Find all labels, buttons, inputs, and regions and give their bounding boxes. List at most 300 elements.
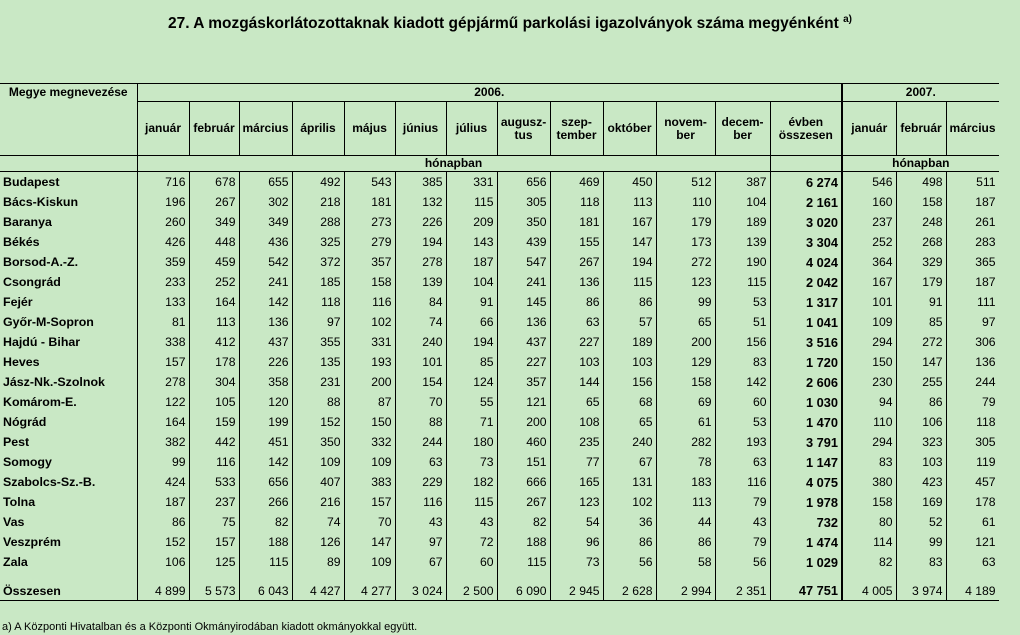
cell-2006: 187 xyxy=(446,252,497,272)
cell-2006: 200 xyxy=(344,372,395,392)
cell-2006: 181 xyxy=(344,192,395,212)
cell-2006: 150 xyxy=(344,412,395,432)
cell-2006: 450 xyxy=(603,172,656,193)
cell-2006: 451 xyxy=(239,432,292,452)
cell-2007: 305 xyxy=(975,435,996,449)
month-header-2006: október xyxy=(603,102,656,156)
cell-2006: 182 xyxy=(446,472,497,492)
cell-2007: 61 xyxy=(982,515,996,529)
cell-year-total: 732 xyxy=(770,512,842,532)
cell-2006: 189 xyxy=(715,212,770,232)
cell-2007: 323 xyxy=(896,432,946,452)
cell-2006: 102 xyxy=(344,312,395,332)
county-name: Veszprém xyxy=(0,532,137,552)
cell-2006: 159 xyxy=(189,412,239,432)
month-header-2006: február xyxy=(189,102,239,156)
county-name: Zala xyxy=(0,552,137,572)
cell-2006: 113 xyxy=(189,312,239,332)
cell-2006: 512 xyxy=(656,172,715,193)
cell-2006: 87 xyxy=(344,392,395,412)
cell-year-total: 1 470 xyxy=(770,412,842,432)
table-row xyxy=(0,412,999,432)
cell-2006: 492 xyxy=(292,172,344,193)
cell-2006: 183 xyxy=(656,472,715,492)
year-2006-header: 2006. xyxy=(137,84,842,102)
cell-2006: 74 xyxy=(292,512,344,532)
cell-2006: 109 xyxy=(344,552,395,572)
cell-2006: 60 xyxy=(446,552,497,572)
cell-2007: 546 xyxy=(842,172,896,193)
total-row xyxy=(0,581,999,601)
cell-2006: 412 xyxy=(189,332,239,352)
cell-2006: 350 xyxy=(497,212,550,232)
cell-2006: 158 xyxy=(344,272,395,292)
cell-2006: 105 xyxy=(189,392,239,412)
cell-2007: 114 xyxy=(842,532,896,552)
cell-2006: 196 xyxy=(137,192,189,212)
cell-2006: 116 xyxy=(715,472,770,492)
cell-2006: 385 xyxy=(395,172,446,193)
county-name: Somogy xyxy=(0,452,137,472)
cell-2007: 187 xyxy=(975,195,996,209)
cell-2006: 118 xyxy=(292,292,344,312)
footnote: a) A Központi Hivatalban és a Központi Okmányirodában kiadott okmányokkal együtt. xyxy=(2,621,418,633)
table-row xyxy=(0,312,999,332)
cell-2006: 332 xyxy=(344,432,395,452)
cell-2007: 101 xyxy=(842,292,896,312)
month-header-2006: június xyxy=(395,102,446,156)
cell-2006: 91 xyxy=(446,292,497,312)
cell-2006: 101 xyxy=(395,352,446,372)
cell-2006: 103 xyxy=(550,352,603,372)
cell-2006: 241 xyxy=(497,272,550,292)
cell-2006: 266 xyxy=(239,492,292,512)
cell-2006: 656 xyxy=(497,172,550,193)
cell-2006: 51 xyxy=(715,312,770,332)
cell-2006: 288 xyxy=(292,212,344,232)
cell-2007: 121 xyxy=(975,535,996,549)
county-name: Győr-M-Sopron xyxy=(0,312,137,332)
cell-2006: 165 xyxy=(550,472,603,492)
cell-2006: 139 xyxy=(395,272,446,292)
cell-2006: 88 xyxy=(292,392,344,412)
cell-2006: 273 xyxy=(344,212,395,232)
cell-2006: 226 xyxy=(395,212,446,232)
cell-2006: 227 xyxy=(497,352,550,372)
month-header-2006: március xyxy=(239,102,292,156)
cell-2006: 407 xyxy=(292,472,344,492)
cell-2006: 359 xyxy=(137,252,189,272)
cell-2007: 423 xyxy=(896,472,946,492)
cell-2007: 283 xyxy=(975,235,996,249)
month-header-2006: július xyxy=(446,102,497,156)
cell-2007: 365 xyxy=(975,255,996,269)
cell-year-total: 1 474 xyxy=(770,532,842,552)
cell-2007: 111 xyxy=(977,295,996,309)
cell-2006: 121 xyxy=(497,392,550,412)
cell-2006: 115 xyxy=(497,552,550,572)
county-name: Heves xyxy=(0,352,137,372)
cell-2006: 237 xyxy=(189,492,239,512)
cell-2006: 325 xyxy=(292,232,344,252)
cell-2006: 193 xyxy=(344,352,395,372)
cell-2006: 355 xyxy=(292,332,344,352)
table-row xyxy=(0,532,999,552)
cell-2006: 424 xyxy=(137,472,189,492)
cell-2006: 189 xyxy=(603,332,656,352)
table-row xyxy=(0,172,999,193)
table-title xyxy=(0,14,1020,33)
cell-year-total: 2 042 xyxy=(770,272,842,292)
cell-2006: 241 xyxy=(239,272,292,292)
cell-2006: 103 xyxy=(603,352,656,372)
cell-2007: 83 xyxy=(896,552,946,572)
table-row xyxy=(0,232,999,252)
cell-2007: 252 xyxy=(842,232,896,252)
cell-2006: 104 xyxy=(715,192,770,212)
cell-2006: 65 xyxy=(550,392,603,412)
cell-2007: 230 xyxy=(842,372,896,392)
cell-2007: 63 xyxy=(982,555,996,569)
table-row xyxy=(0,372,999,392)
month-header-2007: március xyxy=(946,102,999,156)
cell-2006: 158 xyxy=(656,372,715,392)
cell-2006: 187 xyxy=(137,492,189,512)
month-header-2007: január xyxy=(842,102,896,156)
cell-2007: 167 xyxy=(842,272,896,292)
cell-2006: 61 xyxy=(656,412,715,432)
cell-2006: 199 xyxy=(239,412,292,432)
cell-2006: 267 xyxy=(189,192,239,212)
cell-2006: 200 xyxy=(497,412,550,432)
cell-2006: 349 xyxy=(189,212,239,232)
cell-2006: 97 xyxy=(292,312,344,332)
cell-2006: 118 xyxy=(550,192,603,212)
county-name: Nógrád xyxy=(0,412,137,432)
table-row xyxy=(0,512,999,532)
county-name: Bács-Kiskun xyxy=(0,192,137,212)
cell-2006: 2 351 xyxy=(715,581,770,601)
cell-2006: 437 xyxy=(497,332,550,352)
cell-2006: 157 xyxy=(137,352,189,372)
cell-2006: 716 xyxy=(137,172,189,193)
cell-2006: 231 xyxy=(292,372,344,392)
cell-2006: 655 xyxy=(239,172,292,193)
cell-year-total: 4 075 xyxy=(770,472,842,492)
cell-2006: 267 xyxy=(497,492,550,512)
cell-2006: 106 xyxy=(137,552,189,572)
cell-2007: 85 xyxy=(896,312,946,332)
cell-2006: 4 899 xyxy=(137,581,189,601)
cell-2006: 543 xyxy=(344,172,395,193)
cell-2006: 542 xyxy=(239,252,292,272)
cell-2006: 88 xyxy=(395,412,446,432)
cell-year-total: 2 161 xyxy=(770,192,842,212)
cell-2006: 77 xyxy=(550,452,603,472)
cell-2006: 2 945 xyxy=(550,581,603,601)
cell-2006: 116 xyxy=(395,492,446,512)
cell-2006: 180 xyxy=(446,432,497,452)
cell-2006: 260 xyxy=(137,212,189,232)
cell-2006: 109 xyxy=(344,452,395,472)
cell-2006: 6 043 xyxy=(239,581,292,601)
cell-2006: 2 628 xyxy=(603,581,656,601)
cell-2007: 97 xyxy=(982,315,996,329)
cell-2006: 200 xyxy=(656,332,715,352)
cell-2006: 109 xyxy=(292,452,344,472)
cell-2006: 382 xyxy=(137,432,189,452)
cell-2006: 154 xyxy=(395,372,446,392)
cell-2006: 69 xyxy=(656,392,715,412)
cell-2007: 147 xyxy=(896,352,946,372)
cell-2007: 4 005 xyxy=(842,581,896,601)
cell-2006: 136 xyxy=(497,312,550,332)
cell-2006: 218 xyxy=(292,192,344,212)
cell-2007: 136 xyxy=(975,355,996,369)
month-header-2006: novem-ber xyxy=(656,102,715,156)
table-row xyxy=(0,252,999,272)
cell-2006: 185 xyxy=(292,272,344,292)
cell-2007: 110 xyxy=(842,412,896,432)
cell-2006: 99 xyxy=(137,452,189,472)
cell-2006: 83 xyxy=(715,352,770,372)
month-header-2006: decem-ber xyxy=(715,102,770,156)
cell-2007: 244 xyxy=(975,375,996,389)
cell-2006: 156 xyxy=(603,372,656,392)
cell-2006: 85 xyxy=(446,352,497,372)
cell-2006: 358 xyxy=(239,372,292,392)
cell-2006: 67 xyxy=(395,552,446,572)
county-name: Baranya xyxy=(0,212,137,232)
cell-2006: 164 xyxy=(137,412,189,432)
cell-2006: 43 xyxy=(395,512,446,532)
cell-year-total: 1 041 xyxy=(770,312,842,332)
cell-2006: 437 xyxy=(239,332,292,352)
cell-2007: 294 xyxy=(842,432,896,452)
cell-2006: 459 xyxy=(189,252,239,272)
cell-2006: 142 xyxy=(239,452,292,472)
cell-2006: 43 xyxy=(446,512,497,532)
table-row xyxy=(0,272,999,292)
cell-2006: 547 xyxy=(497,252,550,272)
cell-2006: 133 xyxy=(137,292,189,312)
cell-2006: 136 xyxy=(239,312,292,332)
cell-2006: 194 xyxy=(603,252,656,272)
cell-2006: 55 xyxy=(446,392,497,412)
cell-2006: 102 xyxy=(603,492,656,512)
cell-2006: 2 500 xyxy=(446,581,497,601)
cell-2006: 193 xyxy=(715,432,770,452)
cell-2007: 99 xyxy=(896,532,946,552)
cell-2006: 155 xyxy=(550,232,603,252)
cell-2006: 57 xyxy=(603,312,656,332)
cell-2006: 36 xyxy=(603,512,656,532)
cell-2006: 460 xyxy=(497,432,550,452)
cell-year-total: 1 978 xyxy=(770,492,842,512)
cell-year-total: 1 029 xyxy=(770,552,842,572)
cell-year-total: 47 751 xyxy=(770,581,842,601)
cell-2006: 157 xyxy=(189,532,239,552)
table-row xyxy=(0,492,999,512)
cell-2006: 43 xyxy=(715,512,770,532)
cell-2007: 160 xyxy=(842,192,896,212)
cell-2007: 158 xyxy=(842,492,896,512)
cell-2006: 60 xyxy=(715,392,770,412)
cell-2007: 511 xyxy=(976,175,996,189)
cell-2006: 678 xyxy=(189,172,239,193)
cell-2006: 135 xyxy=(292,352,344,372)
cell-2006: 383 xyxy=(344,472,395,492)
cell-2006: 448 xyxy=(189,232,239,252)
cell-2006: 79 xyxy=(715,532,770,552)
county-name: Komárom-E. xyxy=(0,392,137,412)
cell-2006: 151 xyxy=(497,452,550,472)
cell-2006: 279 xyxy=(344,232,395,252)
cell-2006: 131 xyxy=(603,472,656,492)
cell-2006: 72 xyxy=(446,532,497,552)
cell-2007: 498 xyxy=(896,172,946,193)
cell-2007: 169 xyxy=(896,492,946,512)
table-row xyxy=(0,432,999,452)
cell-2006: 235 xyxy=(550,432,603,452)
cell-2006: 442 xyxy=(189,432,239,452)
county-name: Budapest xyxy=(0,172,137,193)
cell-2006: 115 xyxy=(239,552,292,572)
table-row xyxy=(0,452,999,472)
cell-2006: 331 xyxy=(344,332,395,352)
cell-2006: 252 xyxy=(189,272,239,292)
cell-2006: 115 xyxy=(603,272,656,292)
county-name: Vas xyxy=(0,512,137,532)
cell-2006: 120 xyxy=(239,392,292,412)
cell-2007: 178 xyxy=(975,495,996,509)
cell-2006: 157 xyxy=(344,492,395,512)
cell-2006: 136 xyxy=(550,272,603,292)
cell-2006: 469 xyxy=(550,172,603,193)
cell-2006: 5 573 xyxy=(189,581,239,601)
cell-2006: 96 xyxy=(550,532,603,552)
cell-2006: 125 xyxy=(189,552,239,572)
month-header-2006: január xyxy=(137,102,189,156)
unit-2007-header: hónapban xyxy=(842,156,999,172)
month-header-2006: szep-tember xyxy=(550,102,603,156)
cell-2006: 67 xyxy=(603,452,656,472)
cell-2006: 116 xyxy=(344,292,395,312)
cell-2006: 104 xyxy=(446,272,497,292)
title-text: 27. A mozgáskorlátozottaknak kiadott gépjármű parkolási igazolványok száma megyénként xyxy=(168,15,839,33)
county-name: Hajdú - Bihar xyxy=(0,332,137,352)
cell-2006: 305 xyxy=(497,192,550,212)
cell-2006: 129 xyxy=(656,352,715,372)
cell-2006: 179 xyxy=(656,212,715,232)
cell-2006: 79 xyxy=(715,492,770,512)
cell-2007: 82 xyxy=(842,552,896,572)
cell-2006: 126 xyxy=(292,532,344,552)
cell-2007: 3 974 xyxy=(896,581,946,601)
cell-2007: 103 xyxy=(896,452,946,472)
cell-2007: 457 xyxy=(975,475,996,489)
cell-2006: 656 xyxy=(239,472,292,492)
county-name: Csongrád xyxy=(0,272,137,292)
cell-2007: 255 xyxy=(896,372,946,392)
cell-2007: 94 xyxy=(842,392,896,412)
cell-2006: 190 xyxy=(715,252,770,272)
cell-2006: 357 xyxy=(497,372,550,392)
cell-year-total: 2 606 xyxy=(770,372,842,392)
cell-2006: 188 xyxy=(497,532,550,552)
cell-2006: 240 xyxy=(603,432,656,452)
cell-2006: 145 xyxy=(497,292,550,312)
cell-2007: 109 xyxy=(842,312,896,332)
cell-2006: 122 xyxy=(137,392,189,412)
cell-2006: 65 xyxy=(603,412,656,432)
cell-2007: 364 xyxy=(842,252,896,272)
cell-2006: 4 427 xyxy=(292,581,344,601)
cell-year-total: 6 274 xyxy=(770,172,842,193)
month-header-2006: május xyxy=(344,102,395,156)
cell-2006: 65 xyxy=(656,312,715,332)
month-header-2006: április xyxy=(292,102,344,156)
cell-year-total: 1 720 xyxy=(770,352,842,372)
table-row xyxy=(0,352,999,372)
cell-2006: 226 xyxy=(239,352,292,372)
cell-2006: 194 xyxy=(446,332,497,352)
cell-2006: 86 xyxy=(656,532,715,552)
cell-2006: 2 994 xyxy=(656,581,715,601)
permit-table xyxy=(0,83,999,601)
cell-2006: 75 xyxy=(189,512,239,532)
cell-2007: 118 xyxy=(976,415,996,429)
county-name: Borsod-A.-Z. xyxy=(0,252,137,272)
cell-2006: 282 xyxy=(656,432,715,452)
cell-2006: 152 xyxy=(137,532,189,552)
cell-2006: 4 277 xyxy=(344,581,395,601)
cell-2006: 167 xyxy=(603,212,656,232)
table-row xyxy=(0,212,999,232)
cell-2007: 52 xyxy=(896,512,946,532)
cell-2007: 119 xyxy=(976,455,996,469)
cell-2007: 4 189 xyxy=(946,581,999,601)
cell-2007: 237 xyxy=(842,212,896,232)
cell-2006: 156 xyxy=(715,332,770,352)
cell-2006: 278 xyxy=(395,252,446,272)
county-name: Tolna xyxy=(0,492,137,512)
cell-2006: 338 xyxy=(137,332,189,352)
cell-2006: 147 xyxy=(344,532,395,552)
cell-2006: 84 xyxy=(395,292,446,312)
cell-2006: 86 xyxy=(603,532,656,552)
cell-2007: 179 xyxy=(896,272,946,292)
cell-2007: 294 xyxy=(842,332,896,352)
table-row xyxy=(0,552,999,572)
cell-2006: 139 xyxy=(715,232,770,252)
cell-2006: 89 xyxy=(292,552,344,572)
cell-2006: 53 xyxy=(715,412,770,432)
cell-year-total: 3 304 xyxy=(770,232,842,252)
cell-2007: 306 xyxy=(975,335,996,349)
cell-2006: 110 xyxy=(656,192,715,212)
cell-2006: 108 xyxy=(550,412,603,432)
cell-2007: 187 xyxy=(975,275,996,289)
cell-2006: 63 xyxy=(395,452,446,472)
month-header-2006: augusz-tus xyxy=(497,102,550,156)
cell-2006: 115 xyxy=(446,492,497,512)
cell-2006: 439 xyxy=(497,232,550,252)
county-col-header: Megye megnevezése xyxy=(0,84,137,156)
cell-2007: 106 xyxy=(896,412,946,432)
cell-2006: 97 xyxy=(395,532,446,552)
month-header-2007: február xyxy=(896,102,946,156)
